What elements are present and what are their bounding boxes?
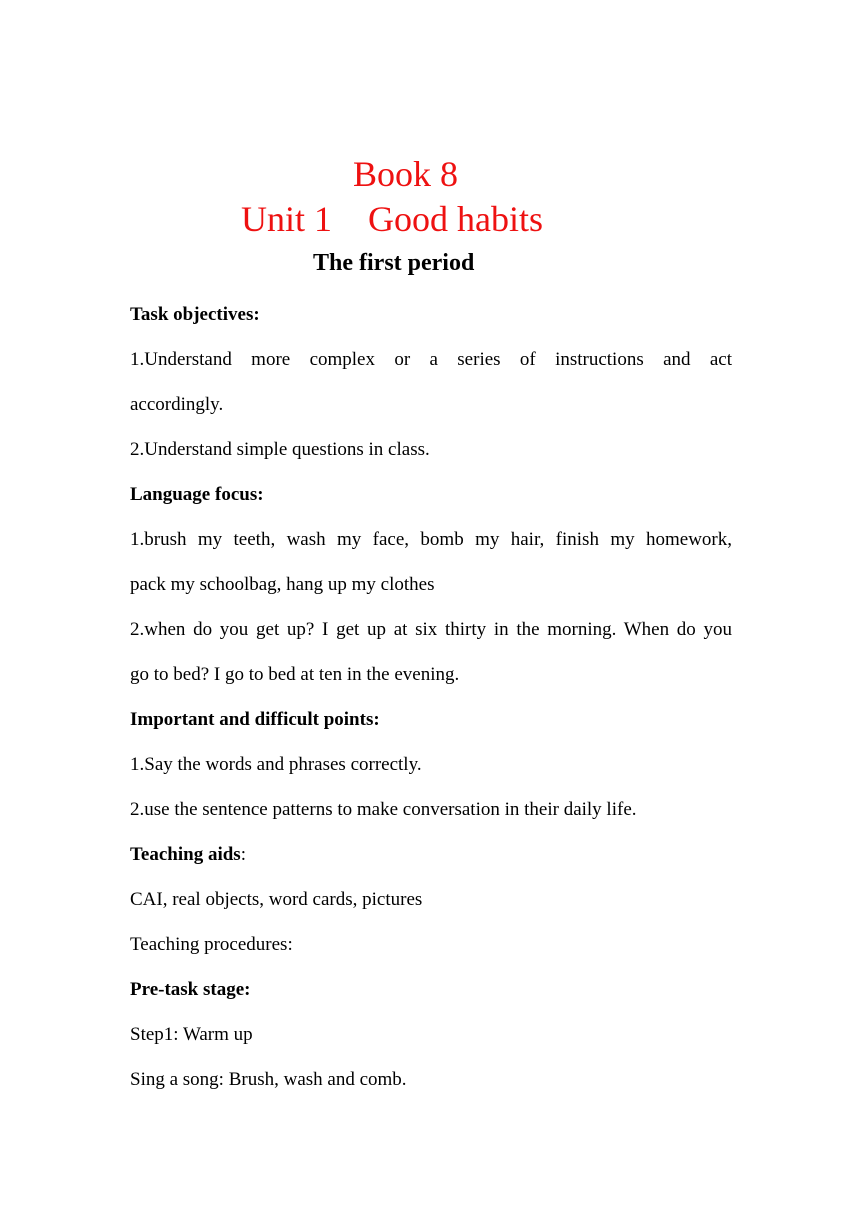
step1-warm-up: Step1: Warm up [130, 1024, 253, 1045]
task-objectives-heading: Task objectives: [130, 304, 260, 325]
teaching-aids-heading-line [130, 832, 732, 877]
language-focus-1-line-1: 1.brush my teeth, wash my face, bomb my hair, finish my homework, [130, 529, 732, 550]
teaching-aids-heading: Teaching aids [130, 844, 241, 865]
language-focus-1-line-2: pack my schoolbag, hang up my clothes [130, 574, 435, 595]
important-point-1: 1.Say the words and phrases correctly. [130, 754, 422, 775]
pre-task-heading: Pre-task stage: [130, 979, 251, 1000]
document-title-book: Book 8 [353, 154, 459, 194]
important-point-2: 2.use the sentence patterns to make conversation in their daily life. [130, 799, 637, 820]
unit-title-text: Unit 1 Good habits [241, 199, 543, 239]
language-focus-2-line-1: 2.when do you get up? I get up at six thirty in the morning. When do you [130, 619, 732, 640]
period-subtitle: The first period [313, 250, 475, 276]
teaching-aids-colon: : [240, 844, 246, 865]
lesson-body [130, 292, 732, 1102]
task-objective-1-line-1: 1.Understand more complex or a series of instructions and act [130, 349, 732, 370]
task-objective-2: 2.Understand simple questions in class. [130, 439, 430, 460]
teaching-procedures-label: Teaching procedures: [130, 934, 293, 955]
document-title-unit [241, 197, 543, 241]
important-points-heading: Important and difficult points: [130, 709, 380, 730]
teaching-aids-content: CAI, real objects, word cards, pictures [130, 889, 423, 910]
language-focus-2-line-2: go to bed? I go to bed at ten in the evening. [130, 664, 460, 685]
step1-song: Sing a song: Brush, wash and comb. [130, 1069, 407, 1090]
language-focus-heading: Language focus: [130, 484, 264, 505]
task-objective-1-line-2: accordingly. [130, 394, 224, 415]
